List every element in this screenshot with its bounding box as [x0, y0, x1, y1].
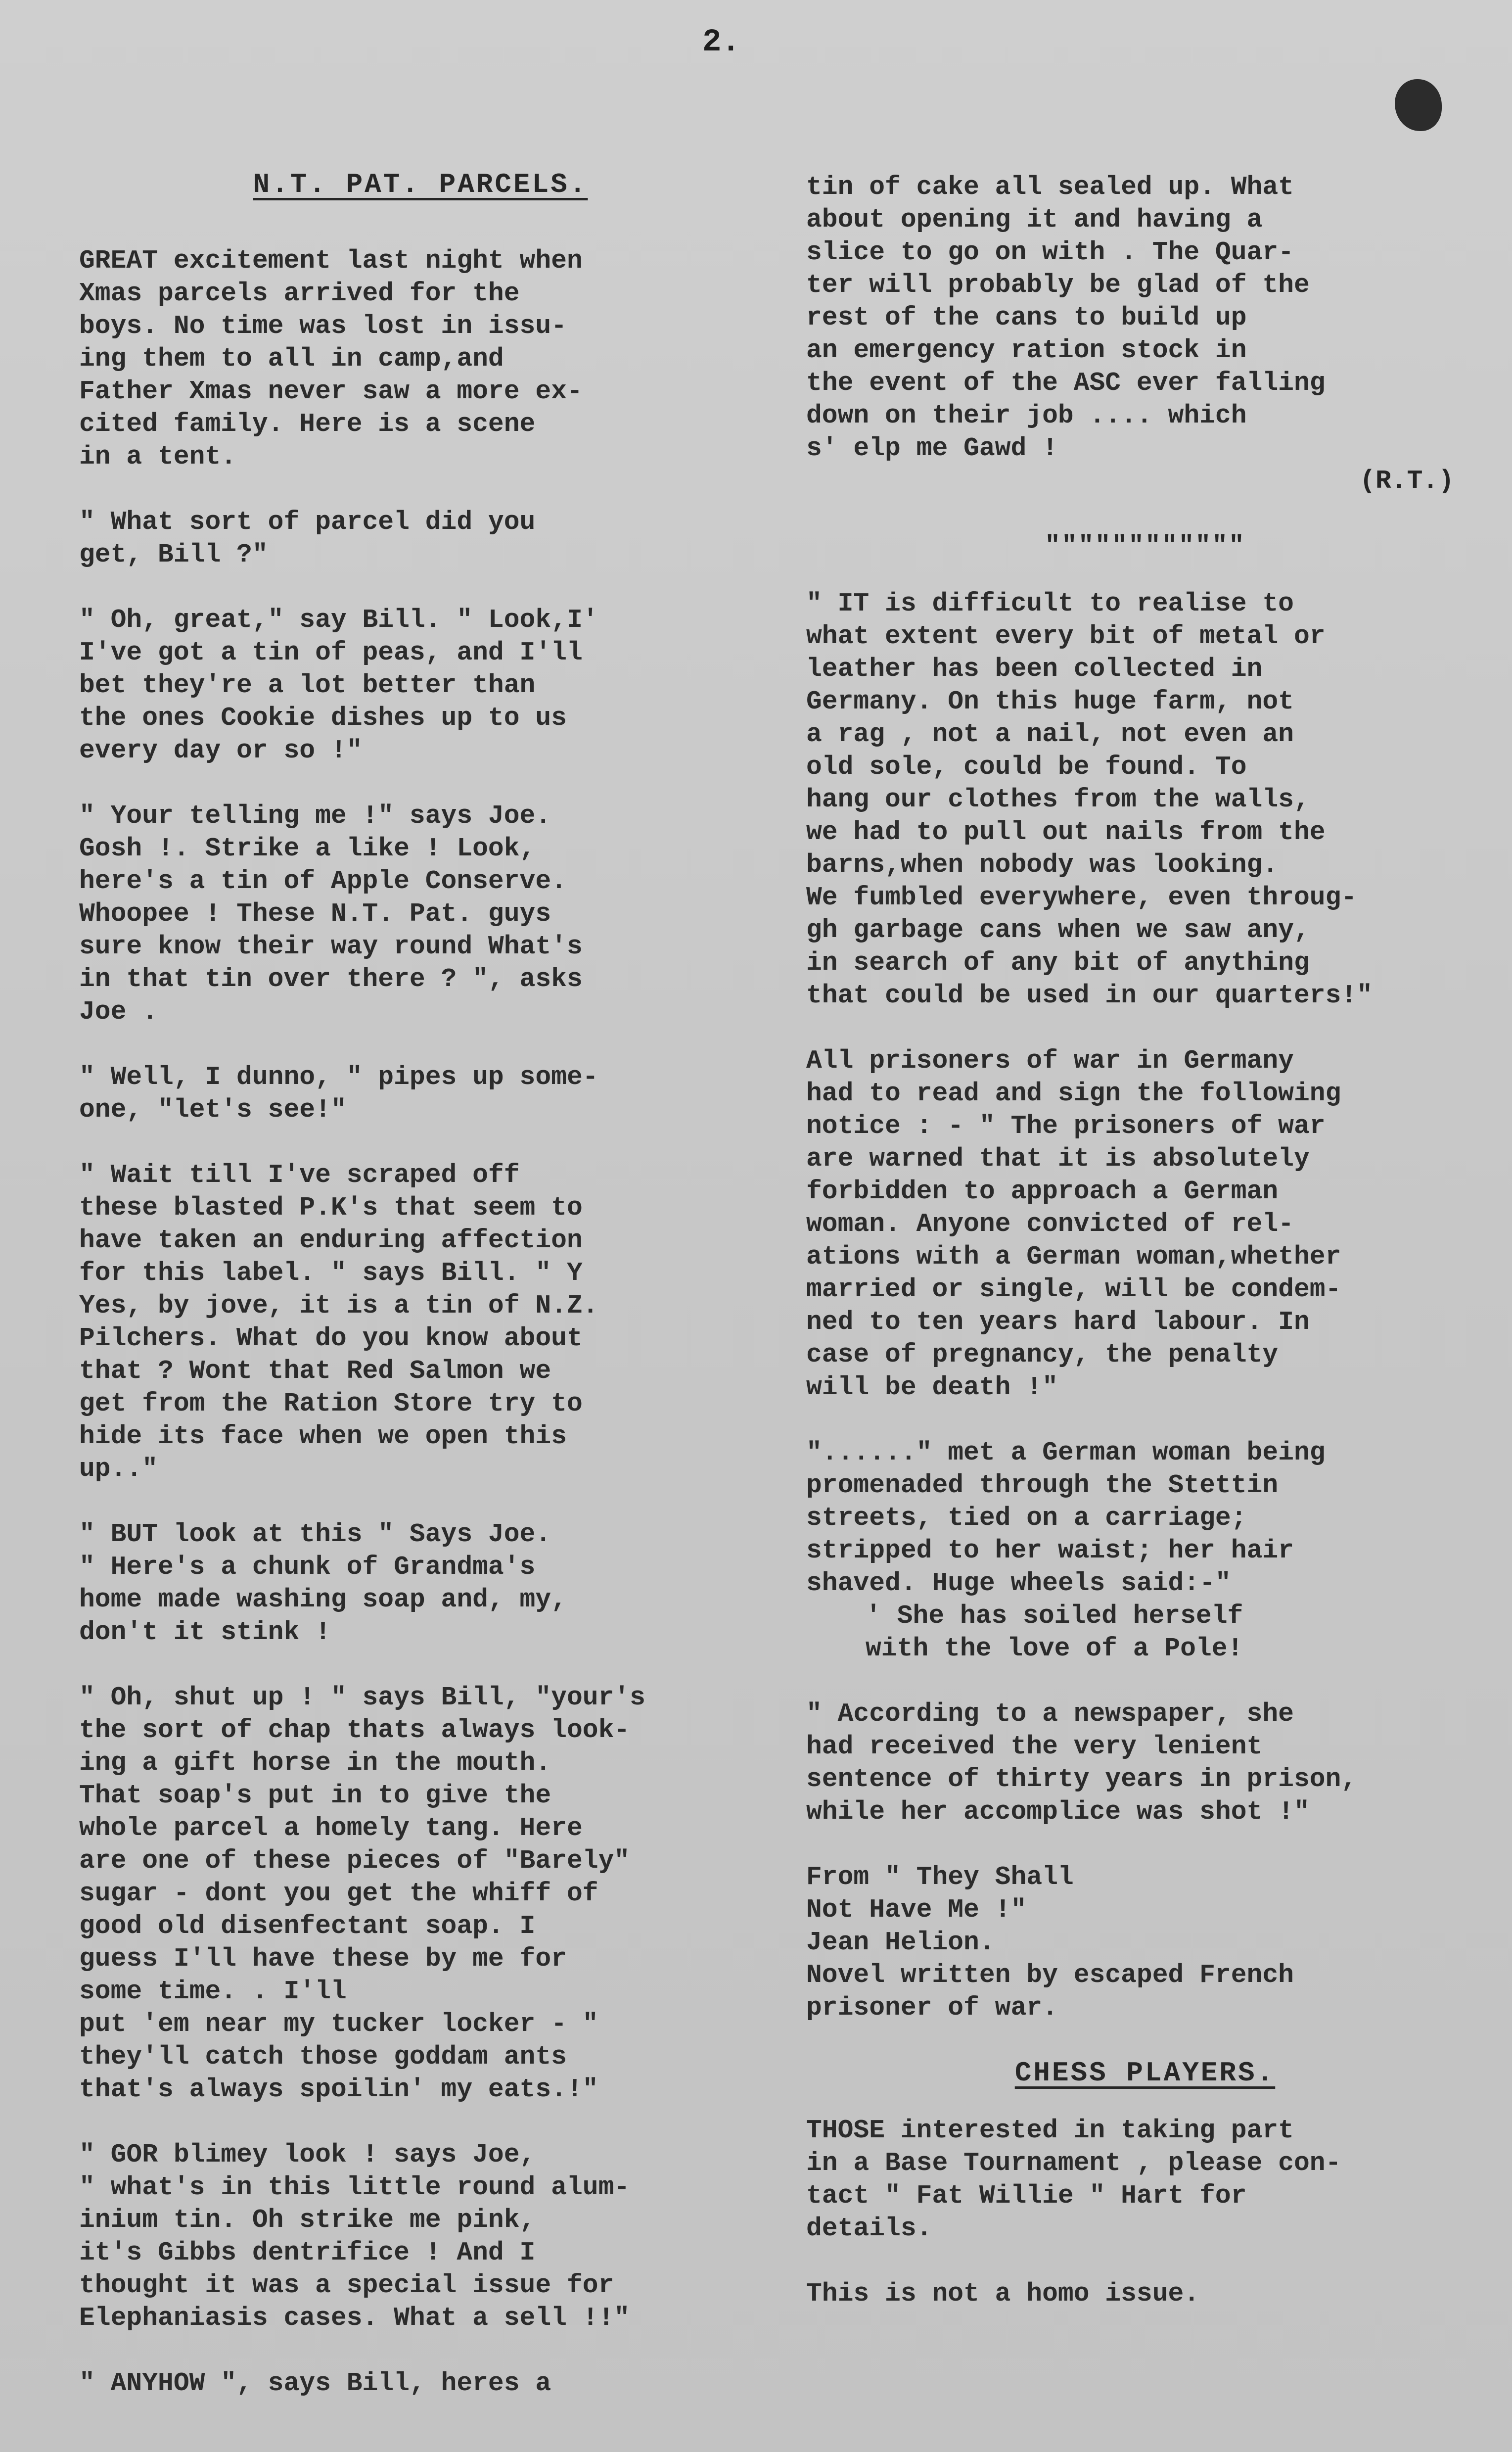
paragraph: " Your telling me !" says Joe. Gosh !. Strike a like ! Look, here's a tin of Apple Conserve. Whoopee ! These N.T. Pat. guys sure know their way round What's in that tin over there ? ", asks Joe .: [79, 801, 583, 1027]
paragraph: " Oh, great," say Bill. " Look,I' I've got a tin of peas, and I'll bet they're a lot better than the ones Cookie dishes up to us every day or so !": [79, 605, 598, 765]
paragraph: " GOR blimey look ! says Joe, " what's in this little round alum- inium tin. Oh strike me pink, it's Gibbs dentrifice ! And I thought it was a special issue for Elephaniasis cases. What a sell !!": [79, 2140, 630, 2333]
chess-notice: THOSE interested in taking part in a Base Tournament , please con- tact " Fat Willie " Hart for details.: [806, 2116, 1341, 2243]
page-number: 2.: [702, 25, 740, 60]
chess-players-heading: CHESS PLAYERS.: [1014, 2057, 1276, 2089]
quote-paragraph: " According to a newspaper, she had received the very lenient sentence of thirty years in prison, while her accomplice was shot !": [806, 1699, 1357, 1827]
closing-line: This is not a homo issue.: [806, 2279, 1200, 2309]
paragraph: " Wait till I've scraped off these blasted P.K's that seem to have taken an enduring affection for this label. " says Bill. " Y Yes, by jove, it is a tin of N.Z. Pilchers. What do you know about that ? Wont that Red Salmon we get from the Ration Store try to hide its face when we open this up..": [79, 1160, 598, 1484]
source-note: Novel written by escaped French prisoner of war.: [806, 1960, 1294, 2023]
paragraph: " What sort of parcel did you get, Bill ?": [79, 507, 536, 569]
paragraph: GREAT excitement last night when Xmas parcels arrived for the boys. No time was lost in issu- ing them to all in camp,and Father Xmas never saw a more ex- cited family. Here is a scene in a tent.: [79, 246, 583, 472]
quote-paragraph: "......" met a German woman being promenaded through the Stettin streets, tied on a carriage; stripped to her waist; her hair shaved. Huge wheels said:-": [806, 1438, 1326, 1598]
section-divider: """""""""""": [1045, 531, 1245, 561]
quote-paragraph: " IT is difficult to realise to what extent every bit of metal or leather has been collected in Germany. On this huge farm, not a rag , not a nail, not even an old sole, could be found. To hang our clothes from the walls, we had to pull out nails from the barns,when nobody was looking. We fumbled everywhere, even throug- gh garbage cans when we saw any, in search of any bit of anything that could be used in our quarters!": [806, 589, 1373, 1010]
punch-hole: [1395, 79, 1442, 131]
article-title-parcels: N.T. PAT. PARCELS.: [253, 169, 588, 200]
quote-verse: ' She has soiled herself with the love of a Pole!: [866, 1601, 1243, 1663]
right-column: [806, 171, 1484, 2310]
paragraph: " Oh, shut up ! " says Bill, "your's the sort of chap thats always look- ing a gift horse in the mouth. That soap's put in to give the whole parcel a homely tang. Here are one of these pieces of "Barely" sugar - dont you get the whiff of good old disenfectant soap. I guess I'll have these by me for some time. . I'll put 'em near my tucker locker - " they'll catch those goddam ants that's always spoilin' my eats.!": [79, 1683, 645, 2104]
quote-paragraph: All prisoners of war in Germany had to read and sign the following notice : - " The prisoners of war are warned that it is absolutely forbidden to approach a German woman. Anyone convicted of rel- ations with a German woman,whether married or single, will be condem- ned to ten years hard labour. In case of pregnancy, the penalty will be death !": [806, 1046, 1341, 1402]
paragraph: " Well, I dunno, " pipes up some- one, "let's see!": [79, 1062, 598, 1125]
author-signature: (R.T.): [1360, 466, 1454, 496]
paragraph: " BUT look at this " Says Joe. " Here's a chunk of Grandma's home made washing soap and, my, don't it stink !: [79, 1519, 567, 1647]
left-column: [79, 168, 762, 2400]
paragraph: " ANYHOW ", says Bill, heres a: [79, 2368, 551, 2398]
paragraph-continuation: tin of cake all sealed up. What about opening it and having a slice to go on with . The Quar- ter will probably be glad of the rest of the cans to build up an emergency ration stock in the event of the ASC ever falling down on their job .... which s' elp me Gawd !: [806, 172, 1326, 463]
quote-source: From " They Shall Not Have Me !" Jean Helion.: [806, 1862, 1074, 1957]
